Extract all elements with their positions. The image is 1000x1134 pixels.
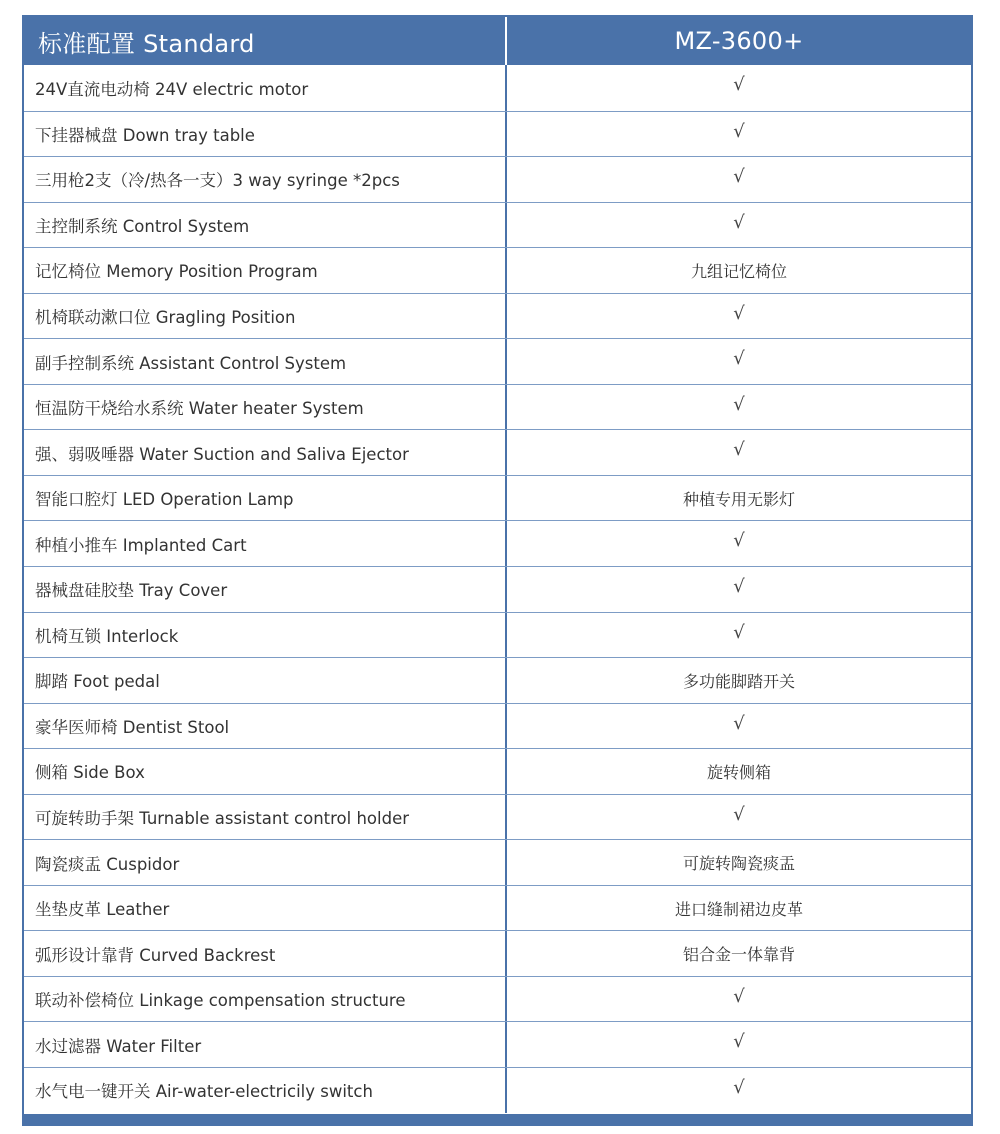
table-row bbox=[24, 703, 971, 749]
feature-cell: 水气电一键开关 Air-water-electricily switch bbox=[24, 1068, 507, 1113]
table-body bbox=[24, 65, 971, 1113]
value-cell: √ bbox=[733, 803, 745, 825]
table-row bbox=[24, 202, 971, 248]
value-cell: √ bbox=[733, 985, 745, 1007]
feature-cell: 主控制系统 Control System bbox=[24, 203, 507, 248]
value-cell: √ bbox=[733, 1031, 745, 1053]
value-cell: 种植专用无影灯 bbox=[682, 489, 795, 509]
feature-cell: 种植小推车 Implanted Cart bbox=[24, 521, 507, 566]
feature-cell: 陶瓷痰盂 Cuspidor bbox=[24, 840, 507, 885]
header-feature-label: 标准配置 Standard bbox=[24, 17, 507, 65]
feature-cell: 机椅联动漱口位 Gragling Position bbox=[24, 294, 507, 339]
table-row bbox=[24, 429, 971, 475]
table-row bbox=[24, 566, 971, 612]
value-cell: √ bbox=[733, 120, 745, 142]
value-cell: 九组记忆椅位 bbox=[690, 262, 787, 282]
feature-cell: 三用枪2支（冷/热各一支）3 way syringe *2pcs bbox=[24, 157, 507, 202]
table-row bbox=[24, 111, 971, 157]
value-cell: √ bbox=[733, 348, 745, 370]
table-row bbox=[24, 475, 971, 521]
table-row bbox=[24, 156, 971, 202]
table-row bbox=[24, 65, 971, 111]
value-cell: √ bbox=[733, 211, 745, 233]
feature-cell: 坐垫皮革 Leather bbox=[24, 886, 507, 931]
value-cell: √ bbox=[733, 576, 745, 598]
value-cell: √ bbox=[733, 530, 745, 552]
table-row bbox=[24, 338, 971, 384]
feature-cell: 强、弱吸唾器 Water Suction and Saliva Ejector bbox=[24, 430, 507, 475]
table-row bbox=[24, 976, 971, 1022]
feature-cell: 机椅互锁 Interlock bbox=[24, 613, 507, 658]
value-cell: 铝合金一体靠背 bbox=[682, 945, 795, 965]
feature-cell: 下挂器械盘 Down tray table bbox=[24, 112, 507, 157]
feature-cell: 器械盘硅胶垫 Tray Cover bbox=[24, 567, 507, 612]
table-row bbox=[24, 612, 971, 658]
feature-cell: 水过滤器 Water Filter bbox=[24, 1022, 507, 1067]
value-cell: √ bbox=[733, 393, 745, 415]
feature-cell: 可旋转助手架 Turnable assistant control holder bbox=[24, 795, 507, 840]
table-row bbox=[24, 384, 971, 430]
value-cell: 多功能脚踏开关 bbox=[682, 672, 795, 692]
table-row bbox=[24, 657, 971, 703]
value-cell: 旋转侧箱 bbox=[706, 763, 771, 783]
table-row bbox=[24, 1021, 971, 1067]
feature-cell: 侧箱 Side Box bbox=[24, 749, 507, 794]
table-row bbox=[24, 885, 971, 931]
value-cell: √ bbox=[733, 712, 745, 734]
header-model-label: MZ-3600+ bbox=[674, 27, 804, 55]
feature-cell: 脚踏 Foot pedal bbox=[24, 658, 507, 703]
value-cell: √ bbox=[733, 166, 745, 188]
feature-cell: 豪华医师椅 Dentist Stool bbox=[24, 704, 507, 749]
value-cell: √ bbox=[733, 1077, 745, 1099]
value-cell: √ bbox=[733, 74, 745, 95]
table-row bbox=[24, 839, 971, 885]
value-cell: 进口缝制裙边皮革 bbox=[674, 899, 803, 919]
table-row bbox=[24, 748, 971, 794]
feature-cell: 24V直流电动椅 24V electric motor bbox=[24, 65, 507, 111]
value-cell: √ bbox=[733, 439, 745, 461]
table-row bbox=[24, 293, 971, 339]
feature-cell: 副手控制系统 Assistant Control System bbox=[24, 339, 507, 384]
spec-table bbox=[22, 15, 973, 1126]
feature-cell: 弧形设计靠背 Curved Backrest bbox=[24, 931, 507, 976]
value-cell: 可旋转陶瓷痰盂 bbox=[682, 854, 795, 874]
feature-cell: 恒温防干烧给水系统 Water heater System bbox=[24, 385, 507, 430]
feature-cell: 记忆椅位 Memory Position Program bbox=[24, 248, 507, 293]
table-row bbox=[24, 1067, 971, 1113]
feature-cell: 智能口腔灯 LED Operation Lamp bbox=[24, 476, 507, 521]
table-row bbox=[24, 930, 971, 976]
table-row bbox=[24, 794, 971, 840]
feature-cell: 联动补偿椅位 Linkage compensation structure bbox=[24, 977, 507, 1022]
table-header bbox=[24, 17, 971, 65]
value-cell: √ bbox=[733, 302, 745, 324]
table-row bbox=[24, 247, 971, 293]
table-row bbox=[24, 520, 971, 566]
value-cell: √ bbox=[733, 621, 745, 643]
